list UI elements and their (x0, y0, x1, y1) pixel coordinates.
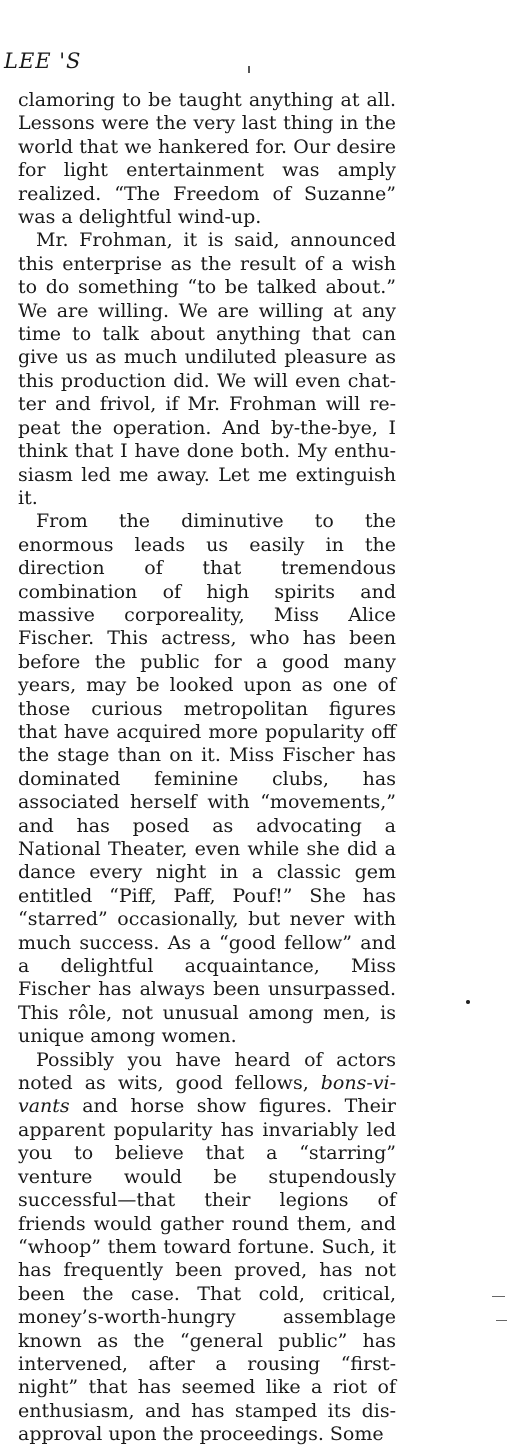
paragraph-4-before: Possibly you have heard of actors noted as wits, good fellows, (18, 1048, 396, 1095)
margin-dot-mark (466, 1000, 470, 1004)
paragraph-3: From the diminutive to the enormous leads us easily in the direction of that tremendous combination of high spirits and massive corporeality, Miss Alice Fischer. This actress, who has been before the public for a good many years, may be looked upon as one of those curious metropolitan figures that have acquired more popularity off the stage than on it. Miss Fischer has dominated feminine clubs, has associated herself with “movements,” and has posed as advocating a National Theater, even while she did a dance every night in a classic gem entitled “Piff, Paff, Pouf!” She has “starred” occasionally, but never with much success. As a “good fellow” and a delightful acquaintance, Miss Fischer has always been unsurpassed. This rôle, not unusual among men, is unique among women. (18, 510, 396, 1048)
paragraph-4-italic-term: bons-vivants (18, 1072, 396, 1118)
paragraph-4-after: and horse show figures. Their apparent popularity has invariably led you to believe that a “starring” venture would be stupendously successful—that their legions of friends would gather round them, and “whoop” them toward fortune. Such, it has frequently been proved, has not been the case. That cold, critical, money’s-worth-hungry assemblage known as the “general public” has intervened, after a rousing “first-night” that has seemed like a riot of enthusiasm, and has stamped its disapproval upon the proceedings. Some (18, 1095, 396, 1446)
paragraph-4 (18, 1049, 396, 1447)
bottom-edge-rule-2 (496, 1320, 507, 1321)
running-head: LEE 'S (4, 49, 82, 73)
text-column (18, 89, 396, 1447)
paragraph-2: Mr. Frohman, it is said, announced this enterprise as the result of a wish to do something “to be talked about.” We are willing. We are willing at any time to talk about anything that can give us as much undiluted pleasure as this production did. We will even chatter and frivol, if Mr. Frohman will repeat the operation. And by-the-bye, I think that I have done both. My enthusiasm led me away. Let me extinguish it. (18, 229, 396, 509)
margin-tick-mark (248, 66, 250, 73)
paragraph-1: clamoring to be taught anything at all. Lessons were the very last thing in the world that we hankered for. Our desire for light entertainment was amply realized. “The Freedom of Suzanne” was a delightful wind-up. (18, 89, 396, 229)
bottom-edge-rule (492, 1296, 505, 1297)
